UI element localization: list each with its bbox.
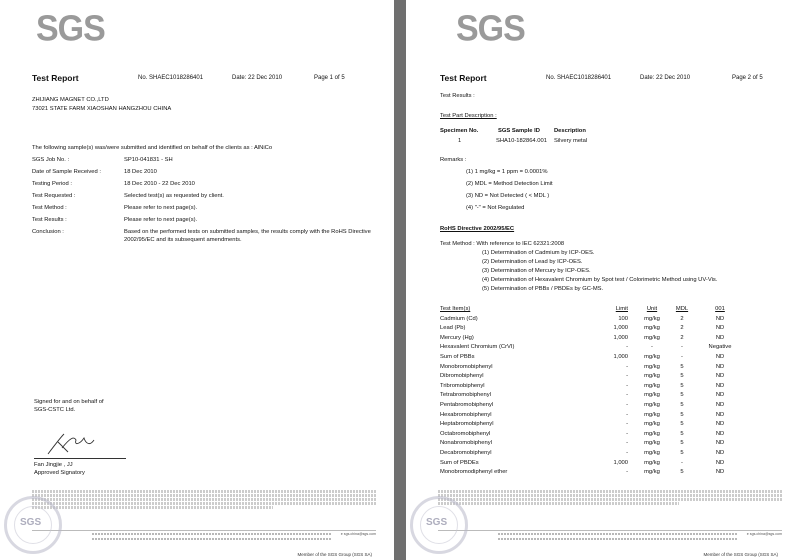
signatory-title: Approved Signatory	[34, 470, 85, 476]
cell-limit: -	[626, 440, 628, 447]
table-row	[440, 324, 746, 334]
cell-limit: 100	[618, 315, 628, 322]
report-number: No. SHAEC1018286401	[138, 75, 204, 81]
sgs-logo: SGS	[36, 9, 105, 49]
cell-limit: -	[626, 449, 628, 456]
cell-unit: mg/kg	[644, 430, 660, 437]
table-row	[440, 439, 746, 449]
cell-mdl: 5	[680, 392, 684, 399]
remark-item: (2) MDL = Method Detection Limit	[466, 181, 553, 187]
address-footer	[32, 530, 376, 542]
table-row	[440, 391, 746, 401]
cell-unit: mg/kg	[644, 411, 660, 418]
cell-mdl: -	[681, 353, 683, 360]
report-header	[440, 74, 780, 86]
cell-unit: mg/kg	[644, 392, 660, 399]
table-row	[440, 363, 746, 373]
cell-item: Monobromobiphenyl	[440, 363, 493, 370]
table-row	[440, 372, 746, 382]
cell-unit: mg/kg	[644, 373, 660, 380]
cell-mdl: 5	[680, 421, 684, 428]
cell-mdl: 5	[680, 363, 684, 370]
table-row	[440, 430, 746, 440]
cell-item: Mercury (Hg)	[440, 334, 474, 341]
signed-for: Signed for and on behalf of	[34, 399, 104, 405]
cell-unit: -	[651, 344, 653, 351]
sgs-logo: SGS	[456, 9, 525, 49]
signature-image	[40, 428, 110, 458]
method-intro: Test Method : With reference to IEC 62321:2008	[440, 241, 565, 247]
contact-email: e sgs.china@sgs.com	[746, 532, 782, 536]
cell-item: Lead (Pb)	[440, 325, 466, 332]
results-table	[440, 305, 746, 478]
col-unit-header: Unit	[646, 306, 658, 312]
cell-mdl: 5	[680, 440, 684, 447]
stamp-label: SGS	[20, 517, 42, 528]
cell-result: ND	[715, 334, 725, 341]
cell-item: Octabromobiphenyl	[440, 430, 491, 437]
report-page-2	[406, 0, 800, 560]
cell-mdl: 5	[680, 469, 684, 476]
cell-item: Monobromodiphenyl ether	[440, 469, 508, 476]
remark-item: (1) 1 mg/kg = 1 ppm = 0.0001%	[466, 169, 548, 175]
cell-limit: -	[626, 363, 628, 370]
table-row	[440, 449, 746, 459]
table-row	[440, 459, 746, 469]
method-item: (5) Determination of PBBs / PBDEs by GC-MS.	[482, 286, 604, 292]
cell-item: Pentabromobiphenyl	[440, 401, 494, 408]
field-value: Selected test(s) as requested by client.	[124, 193, 224, 199]
cell-result: ND	[715, 421, 725, 428]
sample-id-header: SGS Sample ID	[498, 128, 540, 134]
signature-line	[34, 458, 126, 459]
cell-unit: mg/kg	[644, 315, 660, 322]
cell-unit: mg/kg	[644, 363, 660, 370]
cell-limit: 1,000	[613, 325, 628, 332]
cell-mdl: 2	[680, 315, 684, 322]
col-mdl-header: MDL	[675, 306, 689, 312]
cell-result: ND	[715, 315, 725, 322]
page-number: Page 1 of 5	[314, 75, 345, 81]
cell-mdl: -	[681, 459, 683, 466]
cell-result: ND	[715, 363, 725, 370]
cell-unit: mg/kg	[644, 449, 660, 456]
report-title: Test Report	[440, 73, 487, 83]
directive-label: RoHS Directive 2002/95/EC	[440, 226, 515, 232]
method-item: (1) Determination of Cadmium by ICP-OES.	[482, 250, 595, 256]
table-row	[440, 382, 746, 392]
cell-limit: -	[626, 430, 628, 437]
cell-mdl: 5	[680, 449, 684, 456]
cell-item: Tribromobiphenyl	[440, 382, 485, 389]
legal-footer	[438, 490, 782, 505]
table-row	[440, 343, 746, 353]
cell-result: ND	[715, 430, 725, 437]
cell-result: ND	[715, 459, 725, 466]
address-footer	[438, 530, 782, 542]
conclusion-text: Based on the performed tests on submitted samples, the results comply with the RoHS Directive 2002/95/EC and its subsequent amendments.	[124, 229, 371, 243]
field-value: SP10-041831 - SH	[124, 157, 173, 163]
cell-result: Negative	[708, 344, 732, 351]
field-label: Test Requested :	[32, 193, 76, 199]
remarks-label: Remarks :	[440, 157, 467, 163]
cell-limit: -	[626, 411, 628, 418]
cell-item: Sum of PBDEs	[440, 459, 479, 466]
table-row	[440, 411, 746, 421]
client-address: 73021 STATE FARM XIAOSHAN HANGZHOU CHINA	[32, 106, 172, 112]
cell-limit: 1,000	[613, 353, 628, 360]
cell-unit: mg/kg	[644, 469, 660, 476]
remark-item: (3) ND = Not Detected ( < MDL )	[466, 193, 550, 199]
field-value: Please refer to next page(s).	[124, 217, 198, 223]
results-label: Test Results :	[440, 93, 475, 99]
signed-company: SGS-CSTC Ltd.	[34, 407, 76, 413]
cell-mdl: 2	[680, 334, 684, 341]
method-item: (2) Determination of Lead by ICP-OES.	[482, 259, 583, 265]
table-row	[440, 353, 746, 363]
cell-limit: 1,000	[613, 334, 628, 341]
field-label: Test Results :	[32, 217, 67, 223]
specimen-no-header: Specimen No.	[440, 128, 479, 134]
cell-result: ND	[715, 440, 725, 447]
cell-unit: mg/kg	[644, 325, 660, 332]
sample-id: SHA10-182864.001	[496, 138, 547, 144]
cell-mdl: 5	[680, 411, 684, 418]
col-result-header: 001	[715, 306, 725, 312]
cell-mdl: 5	[680, 382, 684, 389]
field-label: Conclusion :	[32, 229, 64, 235]
field-label: Test Method :	[32, 205, 67, 211]
method-item: (4) Determination of Hexavalent Chromium by Spot test / Colorimetric Method using UV-Vis.	[482, 277, 718, 283]
signatory-name: Fan Jingjie , JJ	[34, 462, 73, 468]
description-header: Description	[554, 128, 586, 134]
cell-limit: -	[626, 382, 628, 389]
cell-unit: mg/kg	[644, 440, 660, 447]
cell-result: ND	[715, 401, 725, 408]
cell-unit: mg/kg	[644, 421, 660, 428]
field-label: Testing Period :	[32, 181, 72, 187]
cell-unit: mg/kg	[644, 353, 660, 360]
part-desc-label: Test Part Description :	[440, 113, 497, 119]
cell-result: ND	[715, 411, 725, 418]
report-date: Date: 22 Dec 2010	[232, 75, 283, 81]
cell-item: Hexavalent Chromium (CrVI)	[440, 344, 515, 351]
report-number: No. SHAEC1018286401	[546, 75, 612, 81]
report-page-1	[0, 0, 394, 560]
intro-text: The following sample(s) was/were submitted and identified on behalf of the clients as : AlNiCo	[32, 145, 273, 151]
cell-item: Heptabromobiphenyl	[440, 421, 494, 428]
field-label: SGS Job No. :	[32, 157, 70, 163]
legal-footer	[32, 490, 376, 509]
cell-limit: -	[626, 401, 628, 408]
cell-limit: 1,000	[613, 459, 628, 466]
report-date: Date: 22 Dec 2010	[640, 75, 691, 81]
table-row	[440, 315, 746, 325]
cell-item: Dibromobiphenyl	[440, 373, 484, 380]
field-value: 18 Dec 2010	[124, 169, 157, 175]
field-label: Date of Sample Received :	[32, 169, 101, 175]
cell-limit: -	[626, 373, 628, 380]
cell-mdl: 5	[680, 430, 684, 437]
cell-result: ND	[715, 325, 725, 332]
cell-unit: mg/kg	[644, 401, 660, 408]
cell-item: Cadmium (Cd)	[440, 315, 478, 322]
cell-limit: -	[626, 392, 628, 399]
cell-result: ND	[715, 449, 725, 456]
cell-limit: -	[626, 344, 628, 351]
table-row	[440, 468, 746, 478]
specimen-no: 1	[458, 138, 462, 144]
cell-item: Hexabromobiphenyl	[440, 411, 492, 418]
cell-mdl: -	[681, 344, 683, 351]
cell-item: Nonabromobiphenyl	[440, 440, 492, 447]
field-value: Please refer to next page(s).	[124, 205, 198, 211]
cell-limit: -	[626, 469, 628, 476]
cell-unit: mg/kg	[644, 459, 660, 466]
col-limit-header: Limit	[615, 306, 628, 312]
client-name: ZHIJIANG MAGNET CO.,LTD	[32, 97, 109, 103]
cell-unit: mg/kg	[644, 334, 660, 341]
specimen-description: Silvery metal	[554, 138, 588, 144]
remark-item: (4) "-" = Not Regulated	[466, 205, 525, 211]
cell-item: Tetrabromobiphenyl	[440, 392, 491, 399]
page-number: Page 2 of 5	[732, 75, 763, 81]
field-value: 18 Dec 2010 - 22 Dec 2010	[124, 181, 195, 187]
member-text: Member of the SGS Group (SGS SA)	[703, 552, 778, 557]
cell-mdl: 2	[680, 325, 684, 332]
cell-mdl: 5	[680, 373, 684, 380]
table-row	[440, 420, 746, 430]
table-header-row	[440, 305, 746, 315]
stamp-label: SGS	[426, 517, 448, 528]
table-row	[440, 334, 746, 344]
report-header	[32, 74, 374, 86]
member-text: Member of the SGS Group (SGS SA)	[297, 552, 372, 557]
report-title: Test Report	[32, 73, 79, 83]
table-row	[440, 401, 746, 411]
col-item-header: Test Item(s)	[440, 306, 471, 312]
cell-unit: mg/kg	[644, 382, 660, 389]
cell-limit: -	[626, 421, 628, 428]
cell-result: ND	[715, 382, 725, 389]
cell-result: ND	[715, 469, 725, 476]
cell-item: Sum of PBBs	[440, 353, 475, 360]
cell-item: Decabromobiphenyl	[440, 449, 492, 456]
cell-result: ND	[715, 353, 725, 360]
cell-result: ND	[715, 373, 725, 380]
contact-email: e sgs.china@sgs.com	[340, 532, 376, 536]
cell-mdl: 5	[680, 401, 684, 408]
method-item: (3) Determination of Mercury by ICP-OES.	[482, 268, 591, 274]
cell-result: ND	[715, 392, 725, 399]
